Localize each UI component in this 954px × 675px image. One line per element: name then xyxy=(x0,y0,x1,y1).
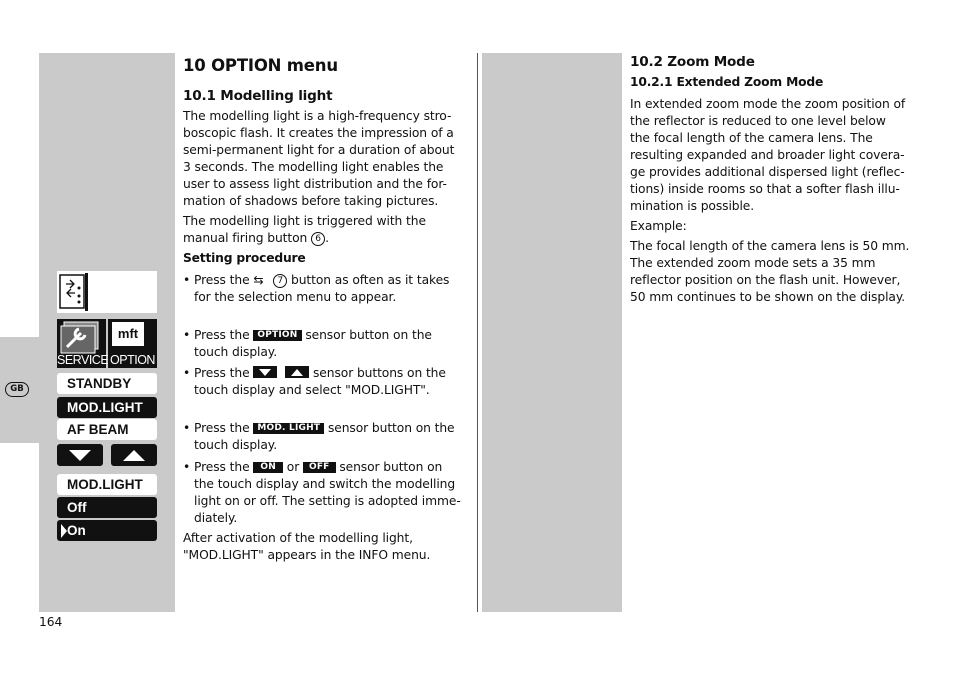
option-tile-label: OPTION xyxy=(110,353,155,367)
wrench-icon xyxy=(57,319,106,355)
mod-light-badge: MOD. LIGHT xyxy=(253,423,324,434)
after-activation-paragraph: After activation of the modelling light, "MOD.LIGHT" appears in the INFO menu. xyxy=(183,531,431,562)
up-arrow-button[interactable] xyxy=(111,444,157,466)
menu-option-on[interactable] xyxy=(57,520,157,541)
service-label: SERVICE xyxy=(57,353,109,367)
off-badge: OFF xyxy=(303,462,336,473)
gb-badge: GB xyxy=(5,382,29,397)
triangle-up-icon xyxy=(111,444,157,466)
circled-number-7: 7 xyxy=(273,274,287,288)
service-tile[interactable] xyxy=(57,319,109,368)
down-arrow-button[interactable] xyxy=(57,444,103,466)
extended-zoom-paragraph: In extended zoom mode the zoom position of the reflector is reduced to one level below the focal length of the camera lens. The resulting expanded and broader light covera- ge provides additional dispersed light (reflec- tions) inside rooms so that a softer flash illu- mination is possible. xyxy=(630,97,906,213)
swap-arrows-icon: ⇆ xyxy=(253,273,264,287)
middle-gray-panel xyxy=(486,53,622,612)
modelling-light-paragraph: The modelling light is a high-frequency stro- boscopic flash. It creates the impression of a semi-permanent light for a duration of about 3 seconds. The modelling light enables the user to assess light distribution and the for- mation of shadows before taking pictures. xyxy=(183,109,455,208)
section-heading-zoom-mode: 10.2 Zoom Mode xyxy=(630,54,755,70)
up-arrow-badge-icon xyxy=(285,366,309,378)
subsection-heading-extended-zoom: 10.2.1 Extended Zoom Mode xyxy=(630,75,824,89)
example-paragraph: The focal length of the camera lens is 50 mm. The extended zoom mode sets a 35 mm reflector position on the flash unit. However, 50 mm continues to be shown on the display. xyxy=(630,239,910,304)
flash-mode-icon-box xyxy=(57,271,157,313)
mft-icon: mft xyxy=(112,322,144,346)
trigger-paragraph: The modelling light is triggered with the manual firing button 6 . xyxy=(183,214,426,245)
setting-procedure-heading: Setting procedure xyxy=(183,251,306,265)
option-tile[interactable] xyxy=(108,319,157,368)
menu-item-mod-light[interactable]: MOD.LIGHT xyxy=(57,397,157,418)
option-badge: OPTION xyxy=(253,330,301,341)
flash-unit-icon xyxy=(57,271,97,313)
divider-dark-edge xyxy=(482,53,486,612)
triangle-down-icon xyxy=(57,444,103,466)
menu-option-off[interactable]: Off xyxy=(57,497,157,518)
mod-light-menu-title: MOD.LIGHT xyxy=(57,474,157,495)
page-number: 164 xyxy=(39,615,63,629)
menu-item-standby[interactable]: STANDBY xyxy=(57,373,157,394)
column-divider-line xyxy=(477,53,478,612)
circled-number-6: 6 xyxy=(311,232,325,246)
menu-item-af-beam[interactable]: AF BEAM xyxy=(57,419,157,440)
menu-option-on-label: On xyxy=(67,523,86,538)
page-title: 10 OPTION menu xyxy=(183,56,338,75)
down-arrow-badge-icon xyxy=(253,366,277,378)
example-label: Example: xyxy=(630,219,687,233)
on-badge: ON xyxy=(253,462,283,473)
section-heading-modelling-light: 10.1 Modelling light xyxy=(183,88,333,104)
selection-pointer-icon xyxy=(60,523,68,545)
